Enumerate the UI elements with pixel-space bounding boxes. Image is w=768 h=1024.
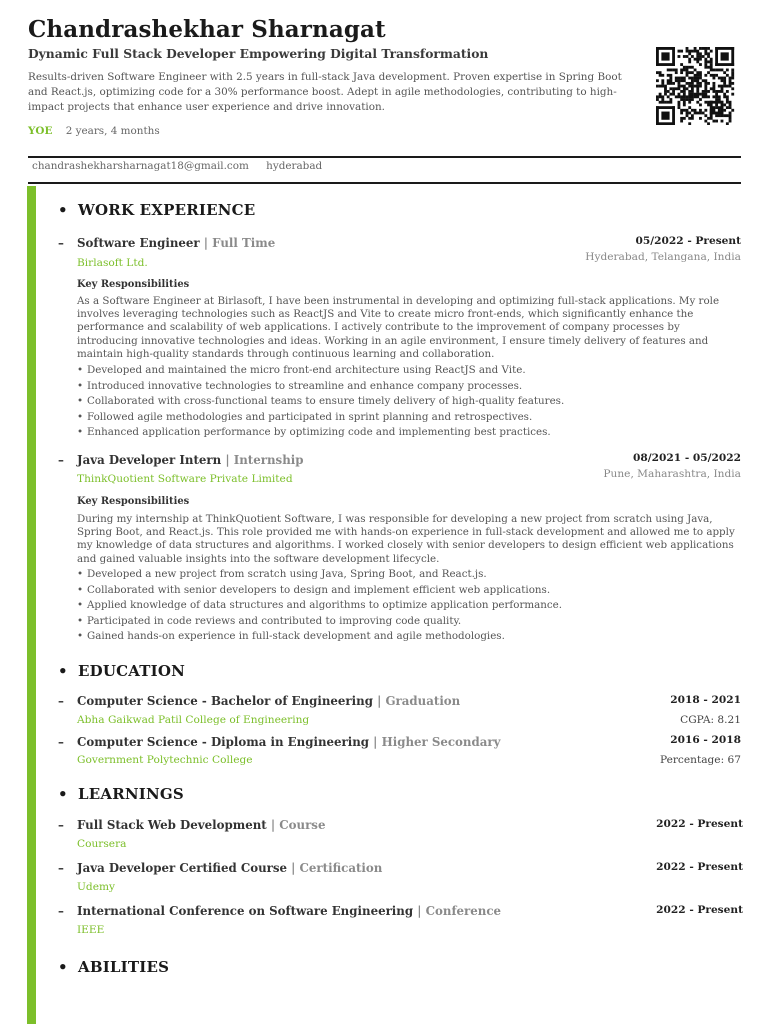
bullet-dot-icon: • xyxy=(58,201,68,219)
learning-type: | Conference xyxy=(417,904,502,918)
candidate-name: Chandrashekhar Sharnagat xyxy=(28,16,386,43)
edu-degree: Diploma in Engineering xyxy=(210,735,370,749)
list-item: • Followed agile methodologies and participated in sprint planning and retrospectives. xyxy=(77,410,737,426)
company-name: ThinkQuotient Software Private Limited xyxy=(77,473,293,485)
job-location: Hyderabad, Telangana, India xyxy=(585,251,741,263)
bullet-dot-icon: • xyxy=(58,662,68,680)
edu-type: | Graduation xyxy=(377,694,461,708)
company-name: Birlasoft Ltd. xyxy=(77,257,148,269)
school-name: Government Polytechnic College xyxy=(77,754,253,766)
job-role: Software Engineer xyxy=(77,236,200,250)
section-education: • EDUCATION xyxy=(58,662,186,680)
education-item-title: – Computer Science - Bachelor of Engineering | Graduation xyxy=(58,694,461,708)
list-item: • Collaborated with cross-functional teams to ensure timely delivery of high-quality features. xyxy=(77,394,737,410)
edu-type: | Higher Secondary xyxy=(373,735,501,749)
responsibilities-label: Key Responsibilities xyxy=(77,496,190,507)
edu-score: Percentage: 67 xyxy=(659,754,741,766)
learning-dates: 2022 - Present xyxy=(656,904,743,916)
years-of-experience xyxy=(28,125,160,137)
list-item: • Enhanced application performance by optimizing code and implementing best practices. xyxy=(77,425,737,441)
section-abilities: • ABILITIES xyxy=(58,958,170,976)
dash-icon: – xyxy=(58,453,64,467)
learning-item-title xyxy=(58,861,382,875)
learning-type: | Course xyxy=(270,818,326,832)
learning-item-title xyxy=(58,818,325,832)
school-name: Abha Gaikwad Patil College of Engineering xyxy=(77,714,310,726)
headline: Dynamic Full Stack Developer Empowering Digital Transformation xyxy=(28,46,489,61)
job-bullets xyxy=(77,363,737,441)
job-dates: 08/2021 - 05/2022 xyxy=(633,452,741,464)
learning-name: Java Developer Certified Course xyxy=(77,861,288,875)
job-dates: 05/2022 - Present xyxy=(635,235,741,247)
job-description: During my internship at ThinkQuotient Software, I was responsible for developing a new project from scratch using Java, Spring Boot, and React.js. This role provided me with hands-on experience in full-stack development and allowed me to apply my knowledge of data structures and algorithms. I worked closely with senior developers to design efficient web applications and gained valuable insights into the software development lifecycle. xyxy=(77,513,735,565)
learning-dates: 2022 - Present xyxy=(656,818,743,830)
contact-row xyxy=(32,160,336,172)
summary: Results-driven Software Engineer with 2.5 years in full-stack Java development. Proven expertise in Spring Boot and React.js, optimizing code for a 30% performance boost. Adept in agile methodologies, contributing to high-impact projects that enhance user experience and drive innovation. xyxy=(28,71,622,113)
bullet-dot-icon: • xyxy=(58,958,68,976)
work-item-title xyxy=(58,236,275,250)
dash-icon: – xyxy=(58,236,64,250)
job-description: As a Software Engineer at Birlasoft, I have been instrumental in developing and optimizing full-stack applications. My role involves leveraging technologies such as ReactJS and Vite to create micro front-ends, which significantly enhance the performance and scalability of web applications. I actively contribute to the improvement of company processes by introducing innovative technologies and ideas. Working in an agile environment, I ensure timely delivery of features and maintain high-quality standards through continuous learning and collaboration. xyxy=(77,295,720,360)
work-item-title xyxy=(58,453,304,467)
qr-code-icon xyxy=(654,47,736,125)
dash-icon: – xyxy=(58,818,64,832)
learning-name: Full Stack Web Development xyxy=(77,818,267,832)
learning-type: | Certification xyxy=(291,861,383,875)
job-type: | Internship xyxy=(225,453,304,467)
learning-provider: Coursera xyxy=(77,838,127,850)
dash-icon: – xyxy=(58,694,64,708)
accent-bar xyxy=(27,186,36,1024)
education-item-title: – Computer Science - Diploma in Engineering | Higher Secondary xyxy=(58,735,501,749)
list-item: • Collaborated with senior developers to design and implement efficient web applications. xyxy=(77,583,737,599)
yoe-value: 2 years, 4 months xyxy=(65,125,160,137)
edu-field: Computer Science xyxy=(77,694,198,708)
learning-item-title xyxy=(58,904,501,918)
learning-dates: 2022 - Present xyxy=(656,861,743,873)
edu-dates: 2018 - 2021 xyxy=(670,694,741,706)
email-link[interactable]: chandrashekharsharnagat18@gmail.com xyxy=(32,160,249,172)
dash-icon: – xyxy=(58,735,64,749)
list-item: • Participated in code reviews and contributed to improving code quality. xyxy=(77,614,737,630)
learning-provider: IEEE xyxy=(77,924,105,936)
job-role: Java Developer Intern xyxy=(77,453,222,467)
list-item: • Developed and maintained the micro front-end architecture using ReactJS and Vite. xyxy=(77,363,737,379)
job-bullets xyxy=(77,567,737,645)
divider-bottom xyxy=(28,182,741,184)
job-type: | Full Time xyxy=(203,236,276,250)
learning-provider: Udemy xyxy=(77,881,116,893)
learning-name: International Conference on Software Engineering xyxy=(77,904,414,918)
yoe-label: YOE xyxy=(28,125,53,137)
section-work-experience: • WORK EXPERIENCE xyxy=(58,201,256,219)
responsibilities-label: Key Responsibilities xyxy=(77,279,190,290)
bullet-dot-icon: • xyxy=(58,785,68,803)
edu-score: CGPA: 8.21 xyxy=(680,714,741,726)
dash-icon: – xyxy=(58,861,64,875)
section-learnings: • LEARNINGS xyxy=(58,785,184,803)
list-item: • Applied knowledge of data structures and algorithms to optimize application performance. xyxy=(77,598,737,614)
edu-degree: Bachelor of Engineering xyxy=(210,694,373,708)
location-text: hyderabad xyxy=(266,160,323,172)
list-item: • Gained hands-on experience in full-stack development and agile methodologies. xyxy=(77,629,737,645)
divider-top xyxy=(28,156,741,158)
dash-icon: – xyxy=(58,904,64,918)
edu-dates: 2016 - 2018 xyxy=(670,734,741,746)
edu-field: Computer Science xyxy=(77,735,198,749)
list-item: • Developed a new project from scratch using Java, Spring Boot, and React.js. xyxy=(77,567,737,583)
job-location: Pune, Maharashtra, India xyxy=(603,468,741,480)
list-item: • Introduced innovative technologies to streamline and enhance company processes. xyxy=(77,379,737,395)
